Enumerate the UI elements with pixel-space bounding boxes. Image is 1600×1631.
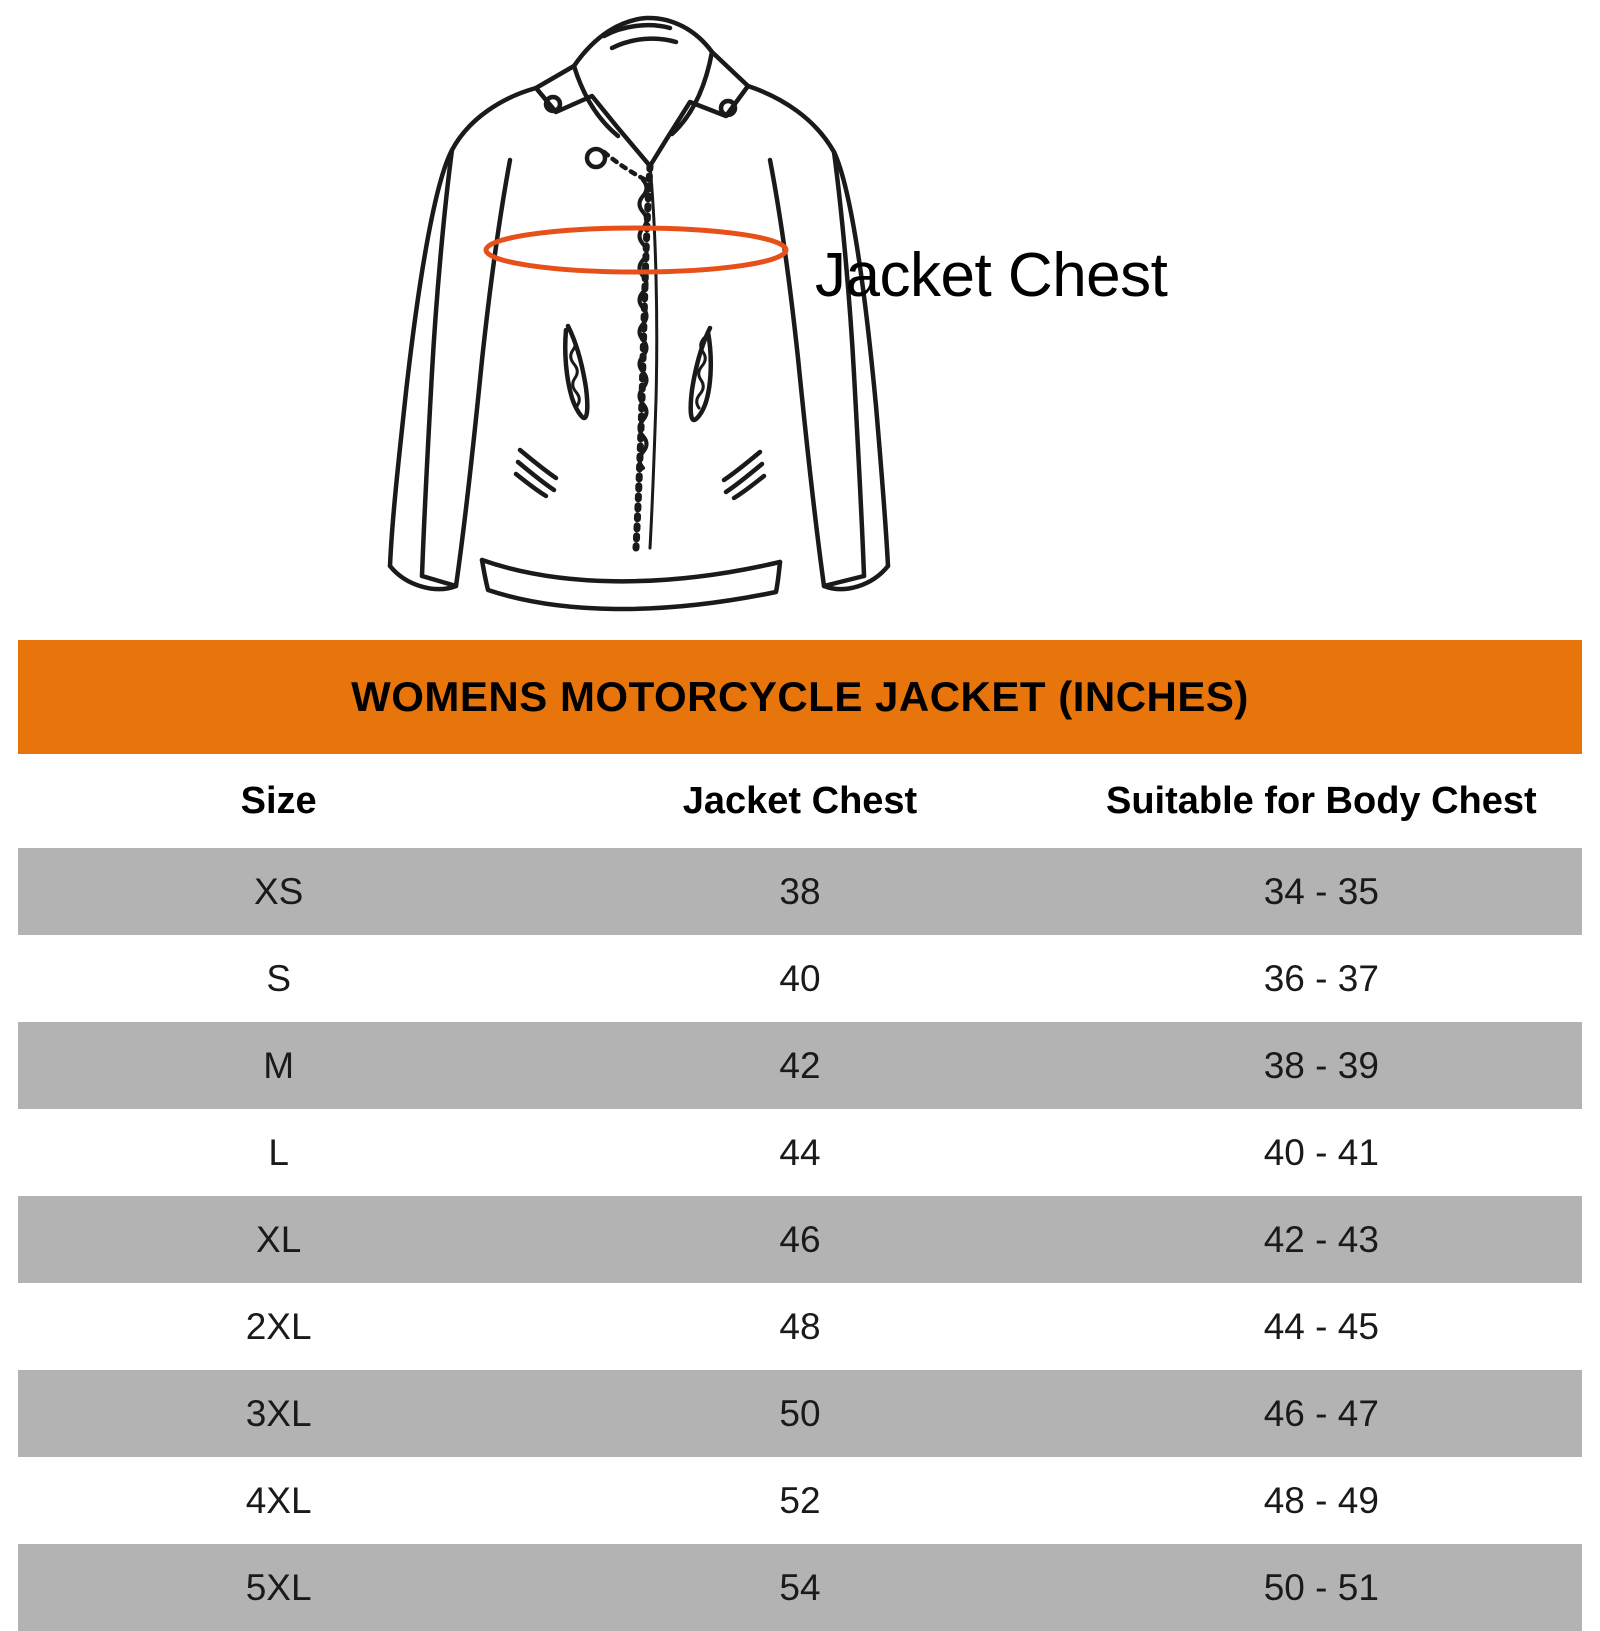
table-row bbox=[18, 1544, 1582, 1631]
cell-body-chest: 44 - 45 bbox=[1061, 1283, 1582, 1370]
cell-body-chest: 38 - 39 bbox=[1061, 1022, 1582, 1109]
cell-body-chest: 34 - 35 bbox=[1061, 848, 1582, 935]
table-title-head bbox=[18, 640, 1582, 754]
table-row bbox=[18, 1022, 1582, 1109]
column-header-body-chest: Suitable for Body Chest bbox=[1061, 754, 1582, 848]
cell-jacket-chest: 42 bbox=[539, 1022, 1060, 1109]
cell-size: S bbox=[18, 935, 539, 1022]
cell-jacket-chest: 54 bbox=[539, 1544, 1060, 1631]
table-column-heads bbox=[18, 754, 1582, 848]
table-row bbox=[18, 1370, 1582, 1457]
table-row bbox=[18, 1457, 1582, 1544]
cell-size: L bbox=[18, 1109, 539, 1196]
table-title-row bbox=[18, 640, 1582, 754]
table-row bbox=[18, 848, 1582, 935]
cell-jacket-chest: 44 bbox=[539, 1109, 1060, 1196]
cell-size: XL bbox=[18, 1196, 539, 1283]
cell-size: 5XL bbox=[18, 1544, 539, 1631]
cell-body-chest: 36 - 37 bbox=[1061, 935, 1582, 1022]
table-title: WOMENS MOTORCYCLE JACKET (INCHES) bbox=[18, 640, 1582, 754]
cell-jacket-chest: 38 bbox=[539, 848, 1060, 935]
table-row bbox=[18, 935, 1582, 1022]
cell-body-chest: 48 - 49 bbox=[1061, 1457, 1582, 1544]
cell-body-chest: 42 - 43 bbox=[1061, 1196, 1582, 1283]
column-header-size: Size bbox=[18, 754, 539, 848]
cell-jacket-chest: 40 bbox=[539, 935, 1060, 1022]
cell-body-chest: 46 - 47 bbox=[1061, 1370, 1582, 1457]
column-header-jacket-chest: Jacket Chest bbox=[539, 754, 1060, 848]
table-row bbox=[18, 1109, 1582, 1196]
cell-jacket-chest: 52 bbox=[539, 1457, 1060, 1544]
cell-body-chest: 50 - 51 bbox=[1061, 1544, 1582, 1631]
cell-jacket-chest: 50 bbox=[539, 1370, 1060, 1457]
cell-size: XS bbox=[18, 848, 539, 935]
table-header-row bbox=[18, 754, 1582, 848]
cell-jacket-chest: 46 bbox=[539, 1196, 1060, 1283]
table-body bbox=[18, 848, 1582, 1631]
table-row bbox=[18, 1196, 1582, 1283]
jacket-outline-icon bbox=[360, 0, 920, 640]
jacket-chest-callout-label: Jacket Chest bbox=[815, 241, 1168, 310]
cell-size: M bbox=[18, 1022, 539, 1109]
cell-jacket-chest: 48 bbox=[539, 1283, 1060, 1370]
size-chart-table bbox=[18, 640, 1582, 1631]
cell-size: 3XL bbox=[18, 1370, 539, 1457]
table-row bbox=[18, 1283, 1582, 1370]
jacket-illustration bbox=[0, 0, 1600, 640]
cell-size: 4XL bbox=[18, 1457, 539, 1544]
cell-body-chest: 40 - 41 bbox=[1061, 1109, 1582, 1196]
cell-size: 2XL bbox=[18, 1283, 539, 1370]
